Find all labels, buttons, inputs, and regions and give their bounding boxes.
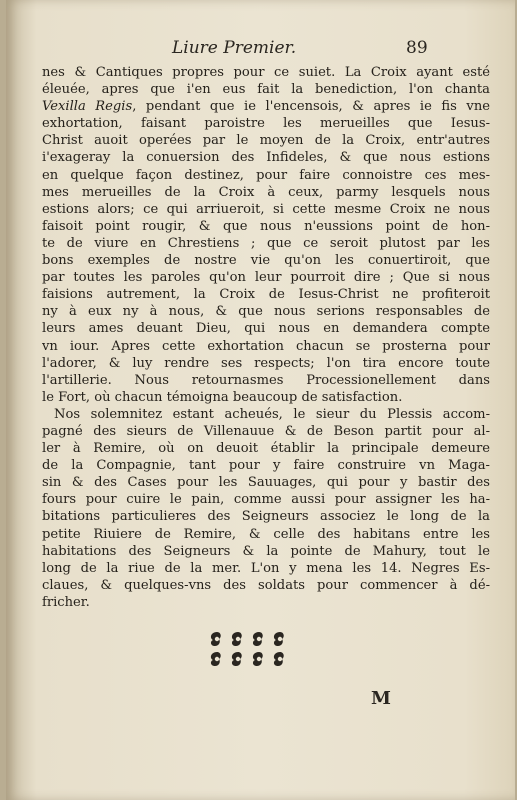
text-line: Nos solemnitez estant acheués, le sieur du Plessis accom- [54,406,490,422]
text-line: fours pour cuire le pain, comme aussi pour assigner les ha- [42,492,490,508]
text-line: pagné des sieurs de Villenauue & de Beson partit pour al- [42,423,490,439]
text-line: bitations particulieres des Seigneurs associez le long de la [42,509,490,525]
page-header [6,38,515,62]
text-line: petite Riuiere de Remire, & celle des habitans entre les [42,526,490,542]
text-line: bons exemples de nostre vie qu'on les conuertiroit, que [42,253,490,269]
text-line: faisions autrement, la Croix de Iesus-Christ ne profiteroit [42,287,490,303]
text-fragment: , pendant que ie l'encensois, & apres ie fis vne [132,99,490,115]
text-line: te de viure en Chrestiens ; que ce seroit plutost par les [42,235,490,251]
text-line: éleuée, apres que i'en eus fait la benediction, l'on chanta [42,82,490,98]
text-line: Christ auoit operées par le moyen de la Croix, entr'autres [42,133,490,149]
book-page [6,0,515,800]
running-title: Liure Premier. [172,38,297,58]
body-text [42,64,490,611]
text-line: fricher. [42,594,90,610]
italic-phrase: Vexilla Regis [42,99,133,115]
text-line: ny à eux ny à nous, & que nous serions responsables de [42,304,490,320]
text-line: sin & des Cases pour les Sauuages, qui pour y bastir des [42,475,490,491]
text-line: leurs ames deuant Dieu, qui nous en demandera compte [42,321,490,337]
page-number: 89 [406,38,428,58]
text-line: vn iour. Apres cette exhortation chacun se prosterna pour [42,338,490,354]
text-line: nes & Cantiques propres pour ce suiet. La Croix ayant esté [42,65,490,80]
signature-mark: M [371,688,391,709]
text-line: exhortation, faisant paroistre les merueilles que Iesus- [42,116,490,132]
text-line: mes merueilles de la Croix à ceux, parmy lesquels nous [42,184,490,200]
text-line: claues, & quelques-vns des soldats pour commencer à dé- [42,577,490,593]
text-line: l'artillerie. Nous retournasmes Processionellement dans [42,372,490,388]
text-line: par toutes les paroles qu'on leur pourroit dire ; Que si nous [42,270,490,286]
text-line: long de la riue de la mer. L'on y mena les 14. Negres Es- [42,560,490,576]
text-line: le Fort, où chacun témoigna beaucoup de satisfaction. [42,389,403,405]
fleuron-ornament-icon [207,628,291,668]
text-line [42,98,490,115]
text-line: l'adorer, & luy rendre ses respects; l'on tira encore toute [42,355,490,371]
text-line: de la Compagnie, tant pour y faire construire vn Maga- [42,458,490,474]
text-line: i'exageray la conuersion des Infideles, & que nous estions [42,150,490,166]
text-line: ler à Remire, où on deuoit établir la principale demeure [42,441,490,457]
text-line: estions alors; ce qui arriueroit, si cette mesme Croix ne nous [42,201,490,217]
text-line: habitations des Seigneurs & la pointe de Mahury, tout le [42,543,490,559]
text-line: en quelque façon destinez, pour faire connoistre ces mes- [42,167,490,183]
text-line: faisoit point rougir, & que nous n'eussions point de hon- [42,218,490,234]
